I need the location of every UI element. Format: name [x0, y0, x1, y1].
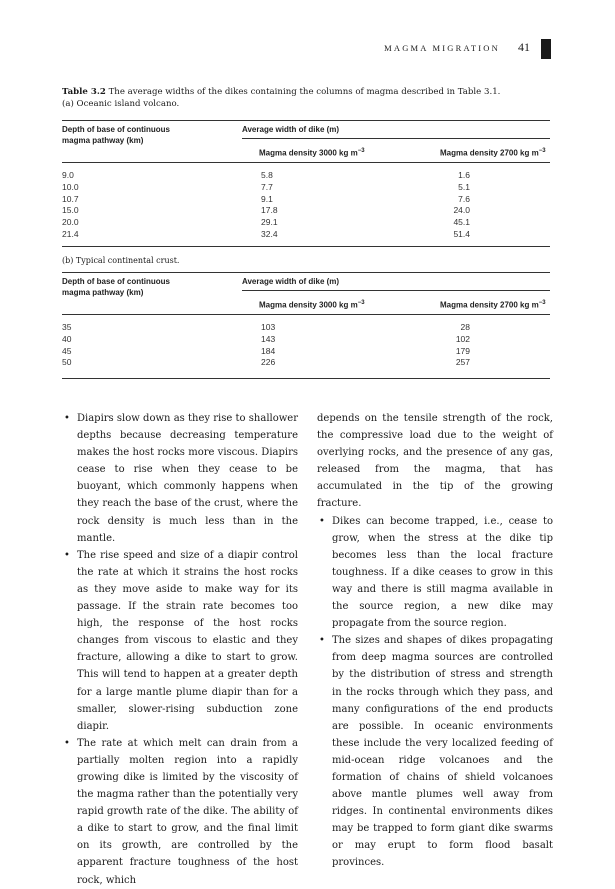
cell-depth: 10.7 [62, 193, 79, 204]
table-caption [62, 86, 562, 110]
cell-width-2700: 28 [460, 322, 470, 332]
cell-width-3000: 7.7 [261, 181, 273, 192]
density-3000-exponent: −3 [357, 300, 365, 306]
cell-width-3000: 5.8 [261, 170, 273, 180]
bullet-dikes-trapped [317, 513, 553, 633]
continued-paragraph: depends on the tensile strength of the rock, the compressive load due to the weight of overlying rocks, and the presence of any gas, released from the magma, that has accumulated in the tip of the growing fracture. [317, 413, 553, 510]
table-a [62, 120, 550, 250]
cell-width-3000: 103 [261, 322, 276, 332]
table-b [62, 272, 550, 382]
cell-depth: 9.0 [62, 170, 74, 180]
column-group-header: Average width of dike (m) [242, 277, 340, 286]
page-number: 41 [518, 40, 530, 54]
density-3000-exponent: −3 [357, 148, 365, 154]
table-bottom-rule [62, 246, 550, 247]
bullet-text: The rise speed and size of a diapir control the rate at which it strains the host rocks as they move aside to make way for its passage. If the strain rate becomes too high, the response of the host rocks changes from viscous to elastic and they fracture, allowing a dike to start to grow. This will tend to happen at a greater depth for a large mantle plume diapir than for a smaller, slower-rising subduction zone diapir. [77, 549, 298, 732]
bullet-marker: • [319, 515, 325, 527]
body-column-left [62, 410, 298, 889]
density-2700-exponent: −3 [538, 300, 546, 306]
cell-depth: 20.0 [62, 217, 79, 228]
cell-depth: 21.4 [62, 229, 79, 239]
density-2700-label: Magma density 2700 kg m [440, 148, 539, 158]
column-header-density-2700 [440, 146, 546, 159]
bullet-marker: • [64, 413, 70, 424]
density-3000-label: Magma density 3000 kg m [259, 148, 358, 158]
table-part-a-label: (a) Oceanic island volcano. [62, 99, 180, 109]
column-header-depth-line1: Depth of base of continuous [62, 277, 170, 286]
bullet-marker: • [64, 549, 70, 561]
cell-depth: 50 [62, 357, 72, 368]
column-header-depth-line2: magma pathway (km) [62, 288, 144, 297]
body-column-right [317, 410, 553, 872]
cell-width-2700: 51.4 [453, 229, 470, 239]
cell-width-3000: 184 [261, 345, 276, 356]
table-part-b-label: (b) Typical continental crust. [62, 256, 180, 265]
cell-depth: 40 [62, 333, 72, 344]
cell-width-3000: 17.8 [261, 205, 278, 216]
bullet-dike-shapes [317, 632, 553, 871]
cell-width-2700: 257 [455, 357, 470, 368]
cell-width-3000: 143 [261, 333, 276, 344]
cell-depth: 35 [62, 322, 72, 332]
running-head [330, 41, 540, 61]
bullet-rise-speed [62, 547, 298, 735]
bullet-marker: • [64, 737, 70, 749]
bullet-text: The sizes and shapes of dikes propagating from deep magma sources are controlled by the distribution of stress and strength in the rocks through which they pass, and many configurations of the end products are possible. In oceanic environments these include the very localized feeding of mid-ocean ridge volcanoes and the formation of chains of shield volcanoes above mantle plumes well away from ridges. In continental environments dikes may be trapped to form giant dike swarms or may erupt to form flood basalt provinces. [332, 635, 553, 869]
column-header-depth [62, 124, 170, 146]
group-header-rule [242, 138, 550, 139]
table-top-rule [62, 120, 550, 121]
cell-width-3000: 32.4 [261, 229, 278, 239]
cell-width-3000: 226 [261, 357, 276, 368]
cell-width-2700: 5.1 [458, 181, 470, 192]
column-header-density-2700 [440, 298, 546, 311]
table-top-rule [62, 272, 550, 273]
column-header-density-3000 [259, 146, 365, 159]
bullet-text: The rate at which melt can drain from a partially molten region into a rapidly growing dike is limited by the viscosity of the magma rather than the potentially very rapid growth rate of the dike. The ability of a dike to start to grow, and the final limit on its growth, are controlled by the apparent fracture toughness of the host rock, which [77, 737, 298, 886]
cell-width-2700: 24.0 [453, 205, 470, 216]
group-header-rule [242, 290, 550, 291]
cell-width-2700: 179 [455, 345, 470, 356]
cell-width-2700: 7.6 [458, 193, 470, 204]
bullet-text: Diapirs slow down as they rise to shallower depths because decreasing temperature makes the host rocks more viscous. Diapirs cease to rise when they cease to be buoyant, which commonly happens when they reach the base of the crust, where the rock density is much less than in the mantle. [77, 413, 298, 544]
cell-depth: 15.0 [62, 205, 79, 216]
column-group-header: Average width of dike (m) [242, 125, 340, 134]
cell-width-2700: 102 [455, 333, 470, 344]
cell-depth: 10.0 [62, 181, 79, 192]
header-bottom-rule [62, 314, 550, 315]
header-thumb-tab [541, 39, 551, 59]
table-label: Table 3.2 [62, 87, 106, 97]
density-2700-exponent: −3 [538, 148, 546, 154]
density-2700-label: Magma density 2700 kg m [440, 300, 539, 310]
running-title: MAGMA MIGRATION [384, 43, 500, 53]
bullet-diapirs-slow [62, 410, 298, 547]
table-caption-text: The average widths of the dikes containing the columns of magma described in Table 3.1. [108, 87, 501, 97]
column-header-depth [62, 276, 170, 298]
density-3000-label: Magma density 3000 kg m [259, 300, 358, 310]
column-header-density-3000 [259, 298, 365, 311]
cell-width-2700: 1.6 [458, 170, 470, 180]
cell-width-2700: 45.1 [453, 217, 470, 228]
column-header-depth-line1: Depth of base of continuous [62, 125, 170, 134]
header-bottom-rule [62, 162, 550, 163]
bullet-melt-drain [62, 735, 298, 889]
cell-width-3000: 29.1 [261, 217, 278, 228]
cell-depth: 45 [62, 345, 72, 356]
bullet-marker: • [319, 635, 325, 647]
column-header-depth-line2: magma pathway (km) [62, 136, 144, 145]
table-bottom-rule [62, 378, 550, 379]
bullet-text: Dikes can become trapped, i.e., cease to grow, when the stress at the dike tip becomes less than the local fracture toughness. If a dike ceases to grow in this way and there is still magma available in the source region, a new dike may propagate from the source region. [332, 515, 553, 630]
cell-width-3000: 9.1 [261, 193, 273, 204]
